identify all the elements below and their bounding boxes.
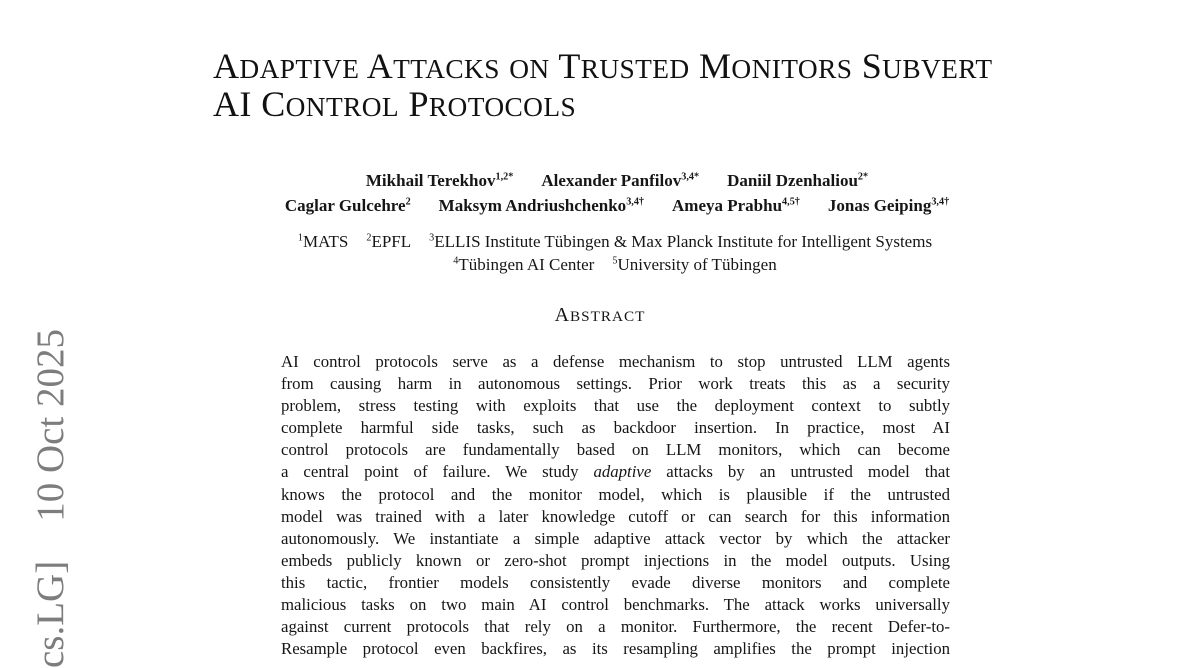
author-superscript: 3,4† bbox=[626, 195, 645, 207]
abstract-line: AI control protocols serve as a defense mechanism to stop untrusted LLM agents bbox=[281, 352, 950, 371]
author-block bbox=[230, 169, 1004, 218]
title-line-2: AI CONTROL PROTOCOLS bbox=[213, 84, 577, 124]
affiliation-superscript: 5 bbox=[612, 254, 618, 266]
abstract-line: control protocols are fundamentally based on LLM monitors, which can become bbox=[281, 440, 950, 460]
abstract-line: against current protocols that rely on a monitor. Furthermore, the recent Defer-to- bbox=[281, 617, 950, 637]
author-name: Jonas Geiping bbox=[827, 195, 932, 215]
author-superscript: 1,2* bbox=[495, 171, 514, 183]
author-superscript: 2* bbox=[857, 171, 869, 183]
affiliation-row-1 bbox=[228, 231, 1002, 254]
arxiv-stamp: cs.LG] 10 Oct 2025 bbox=[29, 328, 72, 668]
abstract-line: knows the protocol and the monitor model, which is plausible if the untrusted bbox=[281, 484, 950, 504]
affiliation-name: ELLIS Institute Tübingen & Max Planck Institute for Intelligent Systems bbox=[434, 232, 933, 251]
affiliation bbox=[429, 232, 932, 251]
author-superscript: 4,5† bbox=[782, 195, 800, 207]
affiliation bbox=[366, 232, 411, 251]
affiliation-superscript: 2 bbox=[366, 232, 372, 244]
affiliation-name: EPFL bbox=[371, 232, 412, 251]
author bbox=[541, 171, 699, 190]
author-name: Caglar Gulcehre bbox=[284, 195, 406, 215]
affiliation-row-2 bbox=[228, 254, 1002, 277]
abstract-line: malicious tasks on two main AI control benchmarks. The attack works universally bbox=[281, 595, 950, 615]
abstract-line: from causing harm in autonomous settings. Prior work treats this as a security bbox=[281, 374, 950, 394]
title-line-1: ADAPTIVE ATTACKS ON TRUSTED MONITORS SUBVERT bbox=[213, 46, 993, 86]
affiliation-superscript: 4 bbox=[453, 254, 459, 266]
affiliation bbox=[453, 255, 594, 274]
abstract-italic-term: adaptive bbox=[593, 462, 652, 482]
abstract-line: model was trained with a later knowledge cutoff or can search for this information bbox=[281, 506, 950, 526]
affiliation-superscript: 1 bbox=[297, 232, 304, 244]
abstract-line: Resample protocol even backfires, as its resampling amplifies the prompt injection bbox=[281, 639, 950, 659]
affiliation-superscript: 3 bbox=[429, 232, 435, 244]
abstract-line: this tactic, frontier models consistently evade diverse monitors and complete bbox=[281, 572, 950, 592]
abstract-line: embeds publicly known or zero-shot prompt injections in the model outputs. Using bbox=[281, 550, 950, 570]
author-name: Daniil Dzenhaliou bbox=[727, 171, 858, 190]
author-name: Alexander Panfilov bbox=[541, 171, 682, 190]
author bbox=[366, 171, 513, 190]
author bbox=[828, 196, 949, 215]
author-superscript: 3,4† bbox=[931, 195, 950, 207]
author bbox=[439, 196, 644, 215]
author-superscript: 2 bbox=[405, 195, 411, 207]
abstract-heading: ABSTRACT bbox=[554, 304, 646, 326]
author-row-1 bbox=[230, 169, 1004, 194]
abstract-line: problem, stress testing with exploits that use the deployment context to subtly bbox=[281, 396, 950, 416]
affiliation bbox=[298, 232, 348, 251]
abstract-body bbox=[281, 351, 950, 660]
abstract-line: a central point of failure. We study adaptive attacks by an untrusted model that bbox=[281, 462, 950, 482]
affiliation-name: Tübingen AI Center bbox=[458, 254, 595, 274]
paper-title bbox=[213, 46, 1113, 125]
abstract-line: complete harmful side tasks, such as backdoor insertion. In practice, most AI bbox=[281, 418, 950, 438]
author-name: Ameya Prabhu bbox=[672, 195, 783, 215]
author-name: Mikhail Terekhov bbox=[365, 171, 496, 190]
affiliation bbox=[612, 255, 776, 274]
affiliation-name: MATS bbox=[303, 232, 349, 251]
affiliation-block bbox=[228, 231, 1002, 276]
author-name: Maksym Andriushchenko bbox=[438, 195, 627, 215]
author bbox=[672, 196, 800, 215]
author-row-2 bbox=[230, 194, 1004, 219]
author bbox=[285, 196, 411, 215]
affiliation-name: University of Tübingen bbox=[617, 254, 777, 274]
author bbox=[727, 171, 868, 190]
abstract-line: autonomously. We instantiate a simple adaptive attack vector by which the attacker bbox=[281, 528, 950, 548]
author-superscript: 3,4* bbox=[681, 171, 700, 183]
